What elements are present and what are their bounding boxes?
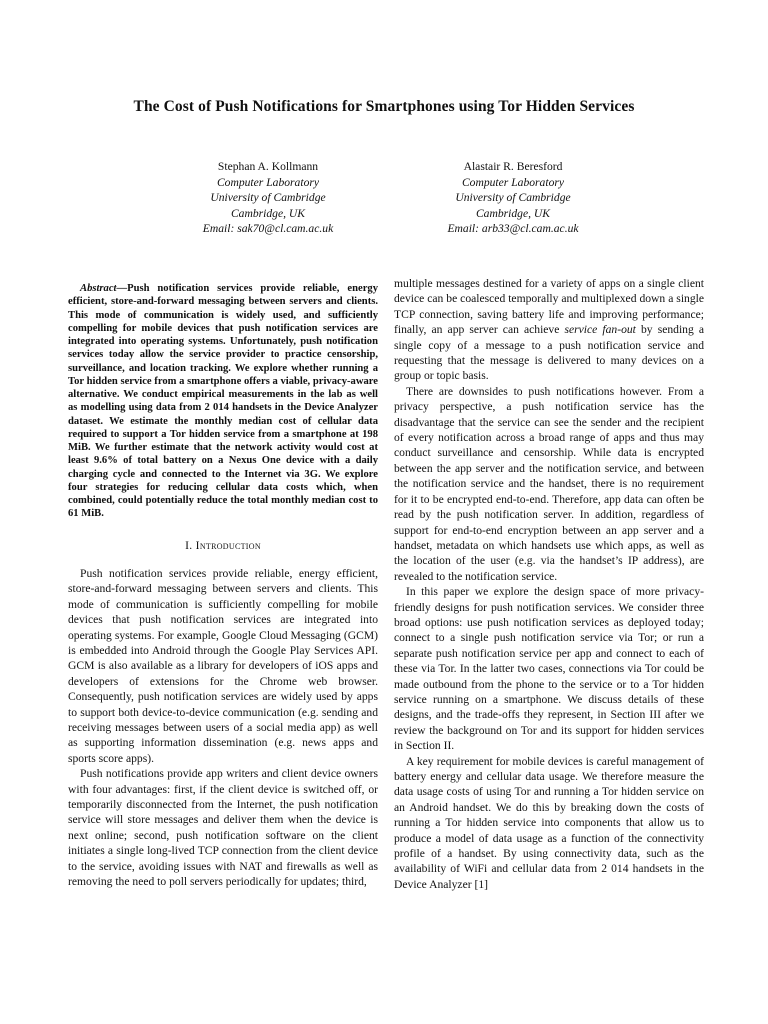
author-block <box>138 159 398 237</box>
author-name: Stephan A. Kollmann <box>217 160 319 173</box>
paragraph-text: by sending a single copy of a message to a push notification service and requesting that the message is delivered to many devices on a group or topic basis. <box>394 323 704 383</box>
paragraph: In this paper we explore the design space of more privacy-friendly designs for push notification services. We consider three broad options: use push notification services as deployed today; connect to a single push notification service via Tor; or run a separate push notification service per app and connect to each of these via Tor. In the latter two cases, connections via Tor could be made outbound from the phone to the service or to a Tor hidden service running on a smartphone. We discuss details of these designs, and the trade-offs they represent, in Section III after we review the background on Tor and its support for hidden services in Section II. <box>394 585 704 753</box>
section-heading <box>68 538 378 553</box>
section-title: Introduction <box>195 538 261 552</box>
right-column <box>394 276 704 892</box>
author-email: Email: arb33@cl.cam.ac.uk <box>447 222 579 236</box>
emphasis-term: service fan-out <box>564 323 636 337</box>
author-university: University of Cambridge <box>210 191 326 205</box>
abstract-text: —Push notification services provide reliable, energy efficient, store-and-forward messaging between servers and clients. This mode of communication is widely used, and sufficiently compelling for mobile devices that push notification services are integrated into operating systems. Unfortunately, push notification services today allow the service provider to practice censorship, surveillance, and location tracking. We explore whether running a Tor hidden service from a smartphone offers a viable, privacy-aware alternative. We conduct empirical measurements in the lab as well as modelling using data from 2 014 handsets in the Device Analyzer dataset. We estimate the monthly median cost of cellular data required to support a Tor hidden service from a smartphone at 198 MiB. We further estimate that the network activity would cost at least 9.6% of total battery on a Nexus One device with a daily charging cycle and connected to the Internet via 3G. We explore four strategies for reducing cellular data costs which, when combined, could potentially reduce the total monthly median cost to 61 MiB. <box>68 283 378 520</box>
left-column <box>68 282 378 889</box>
paragraph: There are downsides to push notifications however. From a privacy perspective, a push notification service has the disadvantage that the service can see the sender and the recipient of every notification across a broad range of apps and thus may conduct surveillance and censorship. While data is encrypted between the app server and the notification service, and between the notification service and the handset, there is no requirement for it to be encrypted end-to-end. Therefore, app data can often be read by the push notification server. In addition, regardless of support for end-to-end encryption between an app server and a handset, metadata on which handsets use which apps, as well as the location of the user (e.g. via the handset’s IP address), are revealed to the notification service. <box>394 384 704 583</box>
abstract-lead: Abstract <box>80 283 117 294</box>
author-name: Alastair R. Beresford <box>463 160 563 173</box>
paper-title: The Cost of Push Notifications for Smartphones using Tor Hidden Services <box>133 98 635 115</box>
paragraph: A key requirement for mobile devices is careful management of battery energy and cellular data usage. We therefore measure the data usage costs of using Tor and running a Tor hidden service on an Android handset. We do this by breaking down the costs of running a Tor hidden service into components that allow us to produce a model of data usage as a function of the connectivity profile of a handset. By using connectivity data, such as the availability of WiFi and cellular data from 2 014 handsets in the Device Analyzer [1] <box>394 754 704 891</box>
author-dept: Computer Laboratory <box>216 175 320 189</box>
section-number: I. <box>185 538 193 552</box>
paragraph-continued <box>394 276 704 384</box>
author-block <box>383 159 643 237</box>
author-email: Email: sak70@cl.cam.ac.uk <box>202 222 334 236</box>
author-dept: Computer Laboratory <box>461 175 565 189</box>
author-location: Cambridge, UK <box>475 206 551 220</box>
author-location: Cambridge, UK <box>230 206 306 220</box>
paragraph: Push notifications provide app writers and client device owners with four advantages: first, if the client device is switched off, or temporarily disconnected from the Internet, the push notification service will store messages and deliver them when the device is next online; second, push notification software on the client initiates a single long-lived TCP connection from the client device to the service, avoiding issues with NAT and firewalls as well as removing the need to poll servers periodically for updates; third, <box>68 767 378 889</box>
author-university: University of Cambridge <box>455 191 571 205</box>
paragraph-text: multiple messages destined for a variety of apps on a single client device can be coalesced temporally and multiplexed down a single TCP connection, saving battery life and improving performance; finally, an app server can achieve <box>394 277 704 337</box>
abstract <box>68 282 378 521</box>
paragraph: Push notification services provide reliable, energy efficient, store-and-forward messaging between servers and clients. This mode of communication is sufficiently compelling for mobile devices that push notification services are integrated into operating systems. For example, Google Cloud Messaging (GCM) is embedded into Android through the Google Play Services API. GCM is also available as a library for developers of iOS apps and developers of extensions for the Chrome web browser. Consequently, push notification services are widely used by apps to support both device-to-device communication (e.g. sending and receiving messages between users of a social media app) as well as supporting information dissemination (e.g. news apps and sports score apps). <box>68 566 378 765</box>
